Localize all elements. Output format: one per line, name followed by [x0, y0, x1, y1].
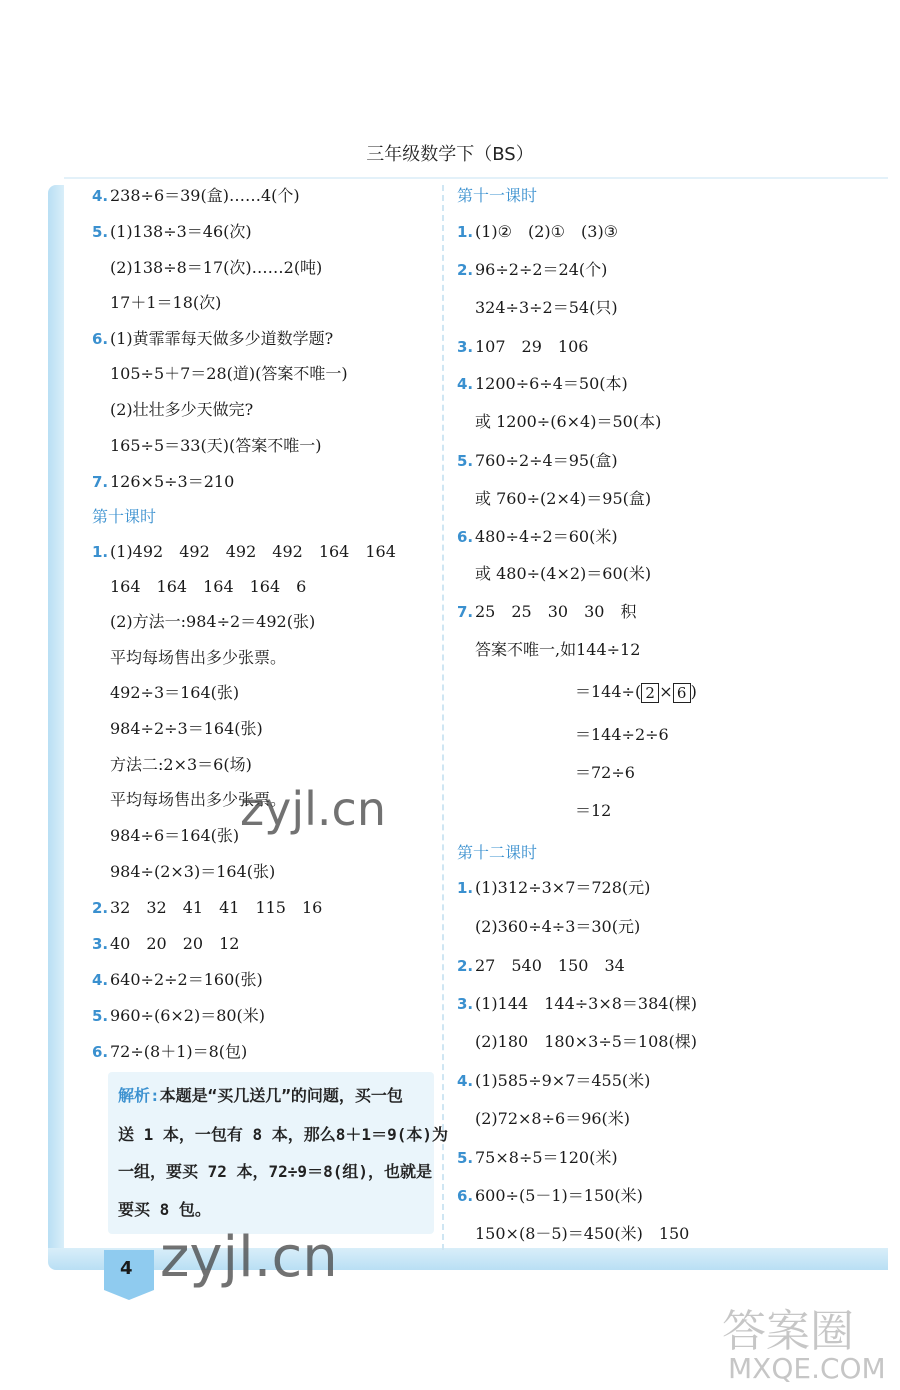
analysis-line-1: 解析:本题是“买几送几”的问题，买一包 [118, 1086, 403, 1105]
question-number: 6. [92, 330, 109, 348]
lesson12-row-8 [457, 1185, 643, 1207]
question-number: 7. [92, 473, 109, 491]
answer-text: 164 164 164 164 6 [110, 577, 307, 596]
left-row-7 [92, 435, 321, 457]
question-number: 2. [92, 899, 109, 917]
question-number: 4. [457, 1072, 474, 1090]
question-number: 4. [92, 187, 109, 205]
analysis-line-4: 要买 8 包。 [118, 1200, 211, 1219]
left-row-1 [92, 221, 252, 243]
question-number: 5. [92, 1007, 109, 1025]
lesson12-row-4 [457, 1031, 697, 1053]
lesson11-row-10 [457, 601, 636, 623]
answer-text: 105÷5＋7＝28(道)(答案不唯一) [110, 364, 348, 383]
lesson11-row-9 [457, 563, 651, 585]
lesson10-row-2 [92, 611, 315, 633]
answer-text: 96÷2÷2＝24(个) [475, 260, 608, 279]
left-row-5 [92, 363, 348, 385]
question-number: 7. [457, 603, 474, 621]
answer-text: 760÷2÷4＝95(盒) [475, 451, 618, 470]
analysis-line-3: 一组，要买 72 本，72÷9＝8(组)，也就是 [118, 1162, 432, 1181]
left-row-3 [92, 292, 221, 314]
lesson12-row-0 [457, 877, 650, 899]
watermark-url: MXQE.COM [728, 1352, 886, 1385]
answer-text: 17＋1＝18(次) [110, 293, 222, 312]
section-title-lesson-12: 第十二课时 [457, 843, 538, 862]
answer-text: 238÷6＝39(盒)……4(个) [110, 186, 300, 205]
frame-left-border [48, 185, 64, 1265]
left-row-2 [92, 257, 322, 279]
answer-box-2: 6 [673, 683, 691, 703]
lesson11-row-4 [457, 373, 628, 395]
question-number: 6. [457, 1187, 474, 1205]
answer-text: (1)144 144÷3×8＝384(棵) [475, 994, 697, 1013]
question-number: 5. [457, 1149, 474, 1167]
question-number: 3. [92, 935, 109, 953]
lesson11-row-8 [457, 526, 618, 548]
lesson11-row-3 [457, 336, 588, 358]
answer-text: 984÷6＝164(张) [110, 826, 240, 845]
lesson12-row-2 [457, 955, 625, 977]
frame-top-line [64, 177, 888, 179]
lesson10-row-12 [92, 969, 263, 991]
question-number: 1. [457, 223, 474, 241]
question-number: 1. [457, 879, 474, 897]
question-number: 2. [457, 957, 474, 975]
equation-step-2: ＝12 [575, 801, 612, 820]
answer-text: (2)180 180×3÷5＝108(棵) [475, 1032, 697, 1051]
page-header: 三年级数学下（BS） [366, 144, 534, 165]
lesson11-row-2 [457, 297, 618, 319]
lesson10-row-10 [92, 897, 322, 919]
lesson12-row-6 [457, 1108, 630, 1130]
answer-text: 640÷2÷2＝160(张) [110, 970, 263, 989]
left-row-8 [92, 471, 234, 493]
lesson10-row-5 [92, 718, 263, 740]
lesson12-row-5 [457, 1070, 650, 1092]
watermark-logo: 答案圈 [722, 1306, 854, 1357]
answer-text: 或 480÷(4×2)＝60(米) [475, 564, 652, 583]
question-number: 1. [92, 543, 109, 561]
boxed-equation: ＝144÷( 2 × 6 ) [575, 682, 697, 702]
watermark-text-2: zyjl.cn [160, 1225, 338, 1290]
lesson12-row-7 [457, 1147, 618, 1169]
answer-text: 平均每场售出多少张票。 [110, 790, 287, 809]
answer-text: 150×(8－5)＝450(米) 150 [475, 1224, 690, 1243]
answer-text: (2)方法一:984÷2＝492(张) [110, 612, 316, 631]
left-row-6 [92, 399, 253, 421]
analysis-line-2: 送 1 本，一包有 8 本，那么8＋1＝9(本)为 [118, 1125, 448, 1144]
left-row-4 [92, 328, 333, 350]
answer-text: (2)360÷4÷3＝30(元) [475, 917, 641, 936]
question-number: 3. [457, 338, 474, 356]
lesson11-row-11 [457, 639, 640, 661]
answer-text: 600÷(5－1)＝150(米) [475, 1186, 643, 1205]
lesson12-row-9 [457, 1223, 689, 1245]
lesson10-row-13 [92, 1005, 265, 1027]
answer-text: 或 760÷(2×4)＝95(盒) [475, 489, 652, 508]
lesson10-row-9 [92, 861, 275, 883]
answer-text: (2)壮壮多少天做完? [110, 400, 254, 419]
answer-text: 107 29 106 [475, 337, 589, 356]
column-divider [442, 185, 444, 1250]
left-row-0 [92, 185, 300, 207]
answer-text: 32 32 41 41 115 16 [110, 898, 323, 917]
answer-text: 或 1200÷(6×4)＝50(本) [475, 412, 662, 431]
answer-text: (1)585÷9×7＝455(米) [475, 1071, 651, 1090]
question-number: 2. [457, 261, 474, 279]
answer-text: 72÷(8＋1)＝8(包) [110, 1042, 248, 1061]
answer-text: 126×5÷3＝210 [110, 472, 235, 491]
lesson11-row-7 [457, 488, 651, 510]
answer-text: 324÷3÷2＝54(只) [475, 298, 618, 317]
question-number: 5. [457, 452, 474, 470]
answer-text: (1)312÷3×7＝728(元) [475, 878, 651, 897]
equation-step-1: ＝72÷6 [575, 763, 635, 782]
equation-step-0: ＝144÷2÷6 [575, 725, 669, 744]
answer-text: (1)138÷3＝46(次) [110, 222, 252, 241]
lesson11-row-5 [457, 411, 661, 433]
answer-text: 165÷5＝33(天)(答案不唯一) [110, 436, 322, 455]
answer-text: (2)72×8÷6＝96(米) [475, 1109, 631, 1128]
answer-text: 480÷4÷2＝60(米) [475, 527, 618, 546]
answer-text: (1)② (2)① (3)③ [475, 222, 619, 241]
answer-text: 答案不唯一,如144÷12 [475, 640, 641, 659]
answer-text: 492÷3＝164(张) [110, 683, 240, 702]
answer-text: 984÷2÷3＝164(张) [110, 719, 263, 738]
lesson10-row-14 [92, 1041, 247, 1063]
lesson10-row-8 [92, 825, 239, 847]
lesson10-row-4 [92, 682, 239, 704]
question-number: 3. [457, 995, 474, 1013]
lesson11-row-1 [457, 259, 607, 281]
question-number: 5. [92, 223, 109, 241]
answer-box-1: 2 [641, 683, 659, 703]
lesson10-row-1 [92, 576, 306, 598]
lesson10-row-0 [92, 541, 396, 563]
lesson10-row-3 [92, 647, 286, 669]
answer-text: (1)492 492 492 492 164 164 [110, 542, 396, 561]
question-number: 4. [457, 375, 474, 393]
analysis-label: 解析: [118, 1086, 160, 1105]
answer-text: 25 25 30 30 积 [475, 602, 637, 621]
question-number: 6. [457, 528, 474, 546]
lesson12-row-1 [457, 916, 640, 938]
answer-text: (2)138÷8＝17(次)……2(吨) [110, 258, 323, 277]
page-number: 4 [120, 1258, 133, 1279]
answer-text: 40 20 20 12 [110, 934, 240, 953]
question-number: 4. [92, 971, 109, 989]
lesson11-row-6 [457, 450, 618, 472]
lesson10-row-6 [92, 754, 252, 776]
watermark-text-1: zyjl.cn [240, 782, 386, 836]
answer-text: (1)黄霏霏每天做多少道数学题? [110, 329, 334, 348]
answer-text: 960÷(6×2)＝80(米) [110, 1006, 266, 1025]
answer-text: 方法二:2×3＝6(场) [110, 755, 252, 774]
lesson10-row-11 [92, 933, 239, 955]
answer-text: 75×8÷5＝120(米) [475, 1148, 618, 1167]
lesson11-row-0 [457, 221, 618, 243]
answer-text: 27 540 150 34 [475, 956, 625, 975]
answer-text: 平均每场售出多少张票。 [110, 648, 287, 667]
question-number: 6. [92, 1043, 109, 1061]
answer-text: 984÷(2×3)＝164(张) [110, 862, 276, 881]
lesson12-row-3 [457, 993, 697, 1015]
section-title-lesson-10: 第十课时 [92, 507, 157, 526]
section-title-lesson-11: 第十一课时 [457, 186, 538, 205]
answer-text: 1200÷6÷4＝50(本) [475, 374, 628, 393]
